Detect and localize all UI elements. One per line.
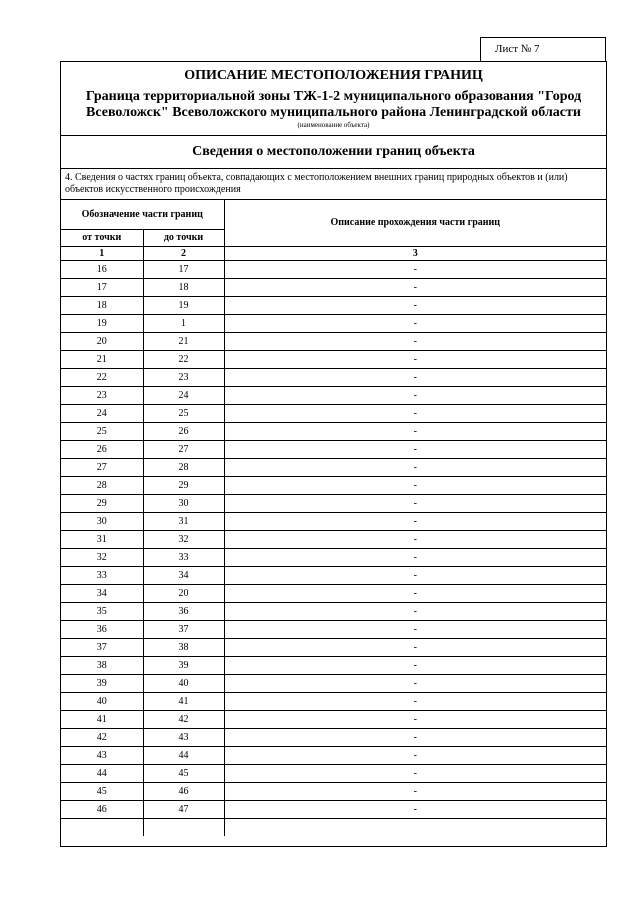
from-point-cell: 30 — [61, 512, 143, 530]
from-point-cell: 18 — [61, 296, 143, 314]
document-header — [61, 62, 606, 136]
description-cell: - — [224, 404, 606, 422]
table-row — [61, 800, 606, 818]
description-cell: - — [224, 728, 606, 746]
description-cell: - — [224, 440, 606, 458]
to-point-cell: 44 — [143, 746, 224, 764]
from-point-cell: 31 — [61, 530, 143, 548]
to-point-cell: 17 — [143, 260, 224, 278]
table-row — [61, 332, 606, 350]
table-row — [61, 512, 606, 530]
from-point-cell: 21 — [61, 350, 143, 368]
description-cell: - — [224, 548, 606, 566]
to-point-cell: 36 — [143, 602, 224, 620]
description-cell: - — [224, 296, 606, 314]
table-row — [61, 566, 606, 584]
from-point-cell: 25 — [61, 422, 143, 440]
table-row — [61, 350, 606, 368]
from-point-header: от точки — [61, 229, 143, 246]
from-point-cell: 29 — [61, 494, 143, 512]
description-cell: - — [224, 710, 606, 728]
description-cell: - — [224, 656, 606, 674]
from-point-cell: 35 — [61, 602, 143, 620]
description-header: Описание прохождения части границ — [224, 200, 606, 246]
description-cell: - — [224, 746, 606, 764]
table-row — [61, 638, 606, 656]
table-row — [61, 296, 606, 314]
table-row — [61, 548, 606, 566]
from-point-cell: 28 — [61, 476, 143, 494]
table-row — [61, 782, 606, 800]
to-point-cell: 1 — [143, 314, 224, 332]
description-cell: - — [224, 278, 606, 296]
from-point-cell: 46 — [61, 800, 143, 818]
table-row — [61, 458, 606, 476]
to-point-cell: 37 — [143, 620, 224, 638]
column-number-2: 2 — [143, 246, 224, 260]
to-point-cell: 26 — [143, 422, 224, 440]
table-row — [61, 764, 606, 782]
table-row — [61, 314, 606, 332]
section-title: Сведения о местоположении границ объекта — [61, 136, 606, 169]
description-cell: - — [224, 386, 606, 404]
description-cell: - — [224, 620, 606, 638]
description-cell: - — [224, 314, 606, 332]
description-cell: - — [224, 494, 606, 512]
to-point-cell: 32 — [143, 530, 224, 548]
from-point-cell: 44 — [61, 764, 143, 782]
to-point-cell: 23 — [143, 368, 224, 386]
column-number-3: 3 — [224, 246, 606, 260]
description-cell: - — [224, 584, 606, 602]
to-point-cell: 40 — [143, 674, 224, 692]
from-point-cell: 39 — [61, 674, 143, 692]
from-point-cell: 34 — [61, 584, 143, 602]
to-point-cell: 43 — [143, 728, 224, 746]
from-point-cell: 32 — [61, 548, 143, 566]
from-point-cell: 43 — [61, 746, 143, 764]
to-point-cell: 24 — [143, 386, 224, 404]
to-point-cell: 42 — [143, 710, 224, 728]
description-cell: - — [224, 692, 606, 710]
to-point-cell: 39 — [143, 656, 224, 674]
table-row — [61, 422, 606, 440]
document-title: ОПИСАНИЕ МЕСТОПОЛОЖЕНИЯ ГРАНИЦ — [184, 68, 483, 83]
document-frame — [60, 61, 607, 847]
to-point-cell: 45 — [143, 764, 224, 782]
table-row — [61, 674, 606, 692]
from-point-cell: 45 — [61, 782, 143, 800]
to-point-cell: 30 — [143, 494, 224, 512]
description-cell: - — [224, 332, 606, 350]
from-point-cell: 22 — [61, 368, 143, 386]
to-point-header: до точки — [143, 229, 224, 246]
from-point-cell: 42 — [61, 728, 143, 746]
from-point-cell: 37 — [61, 638, 143, 656]
description-cell: - — [224, 530, 606, 548]
from-point-cell: 24 — [61, 404, 143, 422]
table-row — [61, 440, 606, 458]
to-point-cell: 28 — [143, 458, 224, 476]
to-point-cell: 41 — [143, 692, 224, 710]
table-row — [61, 602, 606, 620]
table-row — [61, 368, 606, 386]
description-cell: - — [224, 602, 606, 620]
to-point-cell: 25 — [143, 404, 224, 422]
object-name-caption: (наименование объекта) — [297, 121, 370, 129]
sheet-number: Лист № 7 — [480, 37, 606, 61]
description-cell: - — [224, 350, 606, 368]
from-point-cell: 26 — [61, 440, 143, 458]
to-point-cell: 27 — [143, 440, 224, 458]
empty-cell — [61, 818, 143, 836]
description-cell: - — [224, 764, 606, 782]
empty-cell — [224, 818, 606, 836]
table-row — [61, 620, 606, 638]
description-cell: - — [224, 260, 606, 278]
from-point-cell: 41 — [61, 710, 143, 728]
to-point-cell: 46 — [143, 782, 224, 800]
from-point-cell: 27 — [61, 458, 143, 476]
table-row — [61, 584, 606, 602]
table-row — [61, 404, 606, 422]
from-point-cell: 38 — [61, 656, 143, 674]
from-point-cell: 40 — [61, 692, 143, 710]
group-header: Обозначение части границ — [61, 200, 224, 229]
table-row — [61, 260, 606, 278]
table-row — [61, 710, 606, 728]
to-point-cell: 20 — [143, 584, 224, 602]
from-point-cell: 17 — [61, 278, 143, 296]
table-row — [61, 278, 606, 296]
description-cell: - — [224, 674, 606, 692]
table-row — [61, 746, 606, 764]
description-cell: - — [224, 458, 606, 476]
column-number-1: 1 — [61, 246, 143, 260]
description-cell: - — [224, 566, 606, 584]
table-row — [61, 476, 606, 494]
description-cell: - — [224, 476, 606, 494]
from-point-cell: 33 — [61, 566, 143, 584]
to-point-cell: 33 — [143, 548, 224, 566]
description-cell: - — [224, 512, 606, 530]
from-point-cell: 23 — [61, 386, 143, 404]
table-row — [61, 494, 606, 512]
from-point-cell: 20 — [61, 332, 143, 350]
to-point-cell: 19 — [143, 296, 224, 314]
section-note: 4. Сведения о частях границ объекта, совпадающих с местоположением внешних границ природных объектов и (или) объектов искусственного происхождения — [61, 169, 606, 200]
from-point-cell: 19 — [61, 314, 143, 332]
to-point-cell: 29 — [143, 476, 224, 494]
to-point-cell: 34 — [143, 566, 224, 584]
table-row — [61, 530, 606, 548]
table-row — [61, 386, 606, 404]
description-cell: - — [224, 638, 606, 656]
description-cell: - — [224, 422, 606, 440]
description-cell: - — [224, 368, 606, 386]
to-point-cell: 18 — [143, 278, 224, 296]
table-row — [61, 728, 606, 746]
from-point-cell: 36 — [61, 620, 143, 638]
boundary-table — [61, 200, 606, 836]
empty-cell — [143, 818, 224, 836]
from-point-cell: 16 — [61, 260, 143, 278]
description-cell: - — [224, 800, 606, 818]
empty-row — [61, 818, 606, 836]
table-row — [61, 692, 606, 710]
description-cell: - — [224, 782, 606, 800]
to-point-cell: 38 — [143, 638, 224, 656]
to-point-cell: 21 — [143, 332, 224, 350]
to-point-cell: 31 — [143, 512, 224, 530]
to-point-cell: 47 — [143, 800, 224, 818]
object-name-line-1: Граница территориальной зоны ТЖ-1-2 муниципального образования "Город — [85, 89, 582, 104]
table-row — [61, 656, 606, 674]
to-point-cell: 22 — [143, 350, 224, 368]
object-name-line-2: Всеволожск" Всеволожского муниципального района Ленинградской области — [86, 105, 581, 120]
